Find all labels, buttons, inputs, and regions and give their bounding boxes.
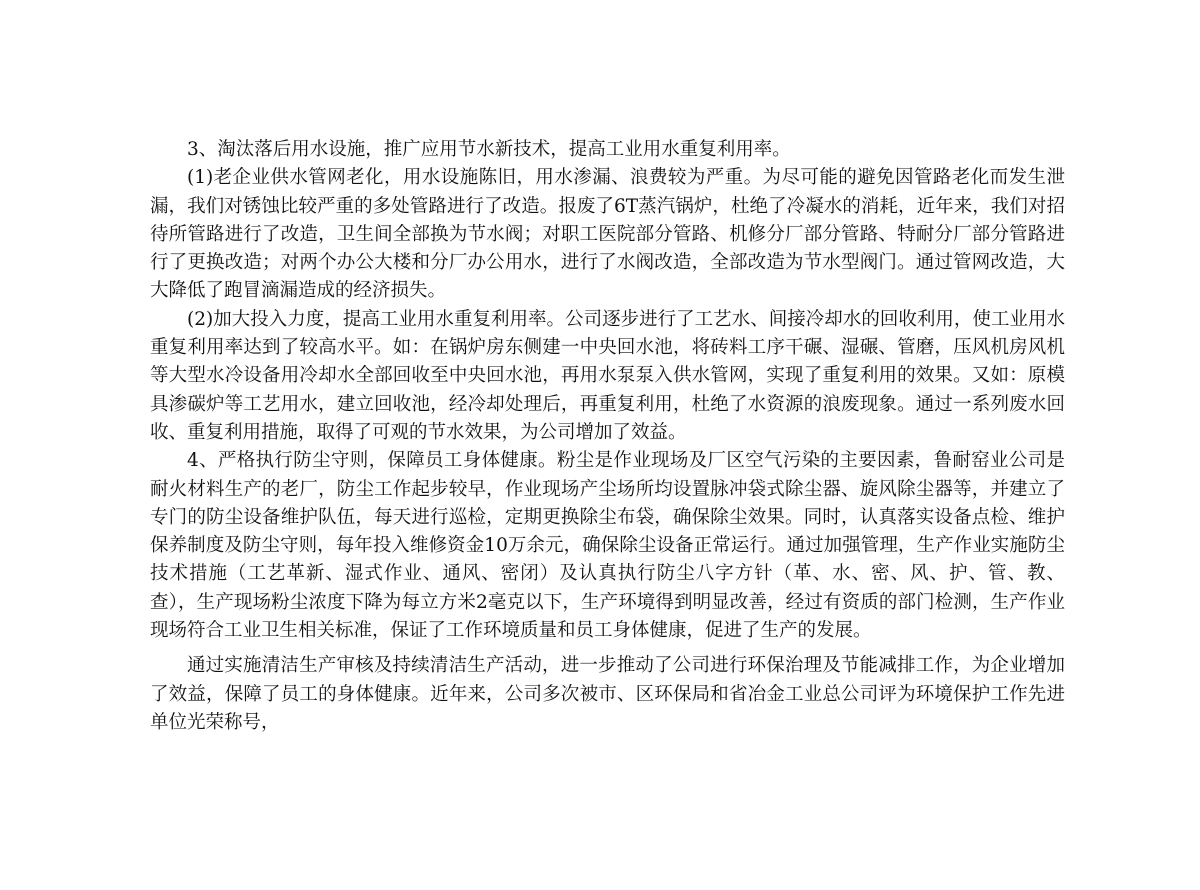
paragraph-conclusion: 通过实施清洁生产审核及持续清洁生产活动，进一步推动了公司进行环保治理及节能减排工作，为企业增加了效益，保障了员工的身体健康。近年来，公司多次被市、区环保局和省冶金工业总公司评为环境保护工作先进单位光荣称号， [150,655,1065,733]
paragraph-section-4: 4、严格执行防尘守则，保障员工身体健康。粉尘是作业现场及厂区空气污染的主要因素，鲁耐窑业公司是耐火材料生产的老厂，防尘工作起步较早，作业现场产尘场所均设置脉冲袋式除尘器、旋风除尘器等，并建立了专门的防尘设备维护队伍，每天进行巡检，定期更换除尘布袋，确保除尘效果。同时，认真落实设备点检、维护保养制度及防尘守则，每年投入维修资金10万余元，确保除尘设备正常运行。通过加强管理，生产作业实施防尘技术措施（工艺革新、湿式作业、通风、密闭）及认真执行防尘八字方针（革、水、密、风、护、管、教、查），生产现场粉尘浓度下降为每立方米2毫克以下，生产环境得到明显改善，经过有资质的部门检测，生产作业现场符合工业卫生相关标准，保证了工作环境质量和员工身体健康，促进了生产的发展。 [150,450,1065,642]
document-body [150,136,1065,737]
paragraph-item-1: (1)老企业供水管网老化，用水设施陈旧，用水渗漏、浪费较为严重。为尽可能的避免因管路老化而发生泄漏，我们对锈蚀比较严重的多处管路进行了改造。报废了6T蒸汽锅炉，杜绝了冷凝水的消耗，近年来，我们对招待所管路进行了改造，卫生间全部换为节水阀；对职工医院部分管路、机修分厂部分管路、特耐分厂部分管路进行了更换改造；对两个办公大楼和分厂办公用水，进行了水阀改造，全部改造为节水型阀门。通过管网改造，大大降低了跑冒滴漏造成的经济损失。 [150,167,1065,302]
paragraph-item-2: (2)加大投入力度，提高工业用水重复利用率。公司逐步进行了工艺水、间接冷却水的回收利用，使工业用水重复利用率达到了较高水平。如：在锅炉房东侧建一中央回水池，将砖料工序干碾、湿碾、管磨，压风机房风机等大型水冷设备用冷却水全部回收至中央回水池，再用水泵泵入供水管网，实现了重复利用的效果。又如：原模具渗碳炉等工艺用水，建立回收池，经冷却处理后，再重复利用，杜绝了水资源的浪废现象。通过一系列废水回收、重复利用措施，取得了可观的节水效果，为公司增加了效益。 [150,308,1065,443]
paragraph-section-3-heading: 3、淘汰落后用水设施，推广应用节水新技术，提高工业用水重复利用率。 [187,139,791,160]
